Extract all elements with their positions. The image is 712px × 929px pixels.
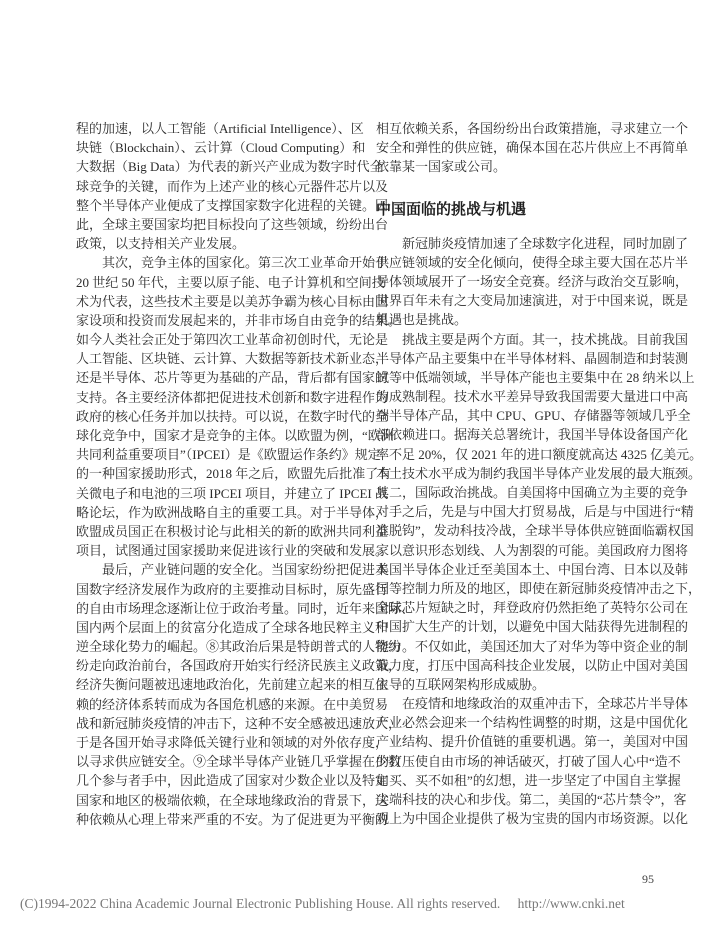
text-line: 观上为中国企业提供了极为宝贵的国内市场资源。以化 — [376, 811, 689, 827]
text-line: 逆全球化势力的崛起。⑧其政治后果是特朗普式的人物纷 — [76, 639, 402, 655]
paragraph — [76, 253, 402, 560]
text-line: 纷走向政治前台，各国政府开始实行经济民族主义政策， — [76, 658, 402, 674]
text-line: 部依赖进口。据海关总署统计，我国半导体设备国产化 — [376, 427, 689, 443]
text-line: 主导的互联网架构形成威胁。 — [376, 676, 546, 692]
right-column — [376, 119, 703, 828]
text-line: 球化竞争中，国家才是竞争的主体。以欧盟为例，“欧洲 — [76, 428, 394, 443]
text-line: 略论坛，作为欧洲战略自主的重要工具。对于半导体， — [76, 504, 389, 520]
text-line: 半导体产品主要集中在半导体材料、晶圆制造和封装测 — [376, 350, 689, 366]
text-line: 程的加速，以人工智能（Artificial Intelligence）、区 — [76, 121, 364, 136]
text-line: 关微电子和电池的三项 IPCEI 项目，并建立了 IPCEI 战 — [76, 485, 389, 501]
text-line: 以寻求供应链安全。⑨全球半导体产业链几乎掌握在少数 — [76, 754, 402, 770]
text-line: 能力。不仅如此，美国还加大了对华为等中资企业的制 — [376, 638, 689, 654]
text-line: 战和新冠肺炎疫情的冲击下，这种不安全感被迅速放大， — [76, 715, 402, 731]
text-line: 几个参与者手中，因此造成了国家对少数企业以及特定 — [76, 773, 389, 789]
paragraph — [376, 330, 703, 695]
paragraph — [376, 234, 689, 330]
section-heading: 中国面临的挑战与机遇 — [376, 199, 527, 218]
text-line: 国数字经济发展作为政府的主要推动目标时，原先盛行 — [76, 581, 389, 597]
paragraph — [76, 560, 415, 829]
text-line: 欧盟成员国正在积极讨论与此相关的新的欧洲共同利益 — [76, 523, 389, 539]
text-line: 家以意识形态划线、人为割裂的可能。美国政府力图将 — [376, 542, 689, 558]
text-line: 的一种国家援助形式，2018 年之后，欧盟先后批准了有 — [76, 466, 392, 482]
text-line: 产业必然会迎来一个结构性调整的时期，这是中国优化 — [376, 715, 689, 731]
text-line: 此，全球主要国家均把目标投向了这些领域，纷纷出台 — [76, 216, 389, 232]
text-line: 供应链领域的安全化倾向，使得全球主要大国在芯片半 — [376, 254, 689, 270]
text-line: 共同利益重要项目”（IPCEI）是《欧盟运作条约》规定 — [76, 447, 381, 463]
text-line: 如今人类社会正处于第四次工业革命初创时代，无论是 — [76, 332, 389, 348]
paragraph — [376, 119, 689, 177]
page-number: 95 — [642, 872, 654, 886]
text-line: 世界百年未有之大变局加速演进，对于中国来说，既是 — [376, 293, 689, 309]
text-line: 试等中低端领域，半导体产能也主要集中在 28 纳米以上 — [376, 369, 695, 385]
text-line: 球竞争的关键，而作为上述产业的核心元器件芯片以及 — [76, 178, 389, 194]
text-line: 新冠肺炎疫情加速了全球数字化进程，同时加剧了 — [402, 235, 689, 251]
text-line: 裁力度，打压中国高科技企业发展，以防止中国对美国 — [376, 657, 689, 673]
paragraph — [76, 119, 389, 253]
text-line: 政策，以支持相关产业发展。 — [76, 236, 246, 252]
text-line: 导体领域展开了一场安全竞赛。经济与政治交互影响， — [376, 273, 689, 289]
text-line: 率不足 20%，仅 2021 年的进口额度就高达 4325 亿美元。 — [376, 446, 703, 462]
text-line: 大数据（Big Data）为代表的新兴产业成为数字时代全 — [76, 159, 383, 175]
text-line: 相互依赖关系，各国纷纷出台政策措施，寻求建立一个 — [376, 121, 689, 136]
text-line: 对手之后，先是与中国大打贸易战，后是与中国进行“精 — [376, 504, 694, 520]
text-line: 尖端科技的决心和步伐。第二，美国的“芯片禁令”，客 — [376, 792, 687, 807]
text-line: 在疫情和地缘政治的双重冲击下，全球芯片半导体 — [402, 696, 689, 712]
text-line: 本土技术水平成为制约我国半导体产业发展的最大瓶颈。 — [376, 465, 702, 481]
text-line: 全球芯片短缺之时，拜登政府仍然拒绝了英特尔公司在 — [376, 600, 689, 616]
text-line: 于是各国开始寻求降低关键行业和领域的对外依存度， — [76, 735, 389, 750]
text-line: 整个半导体产业便成了支撑国家数字化进程的关键。因 — [76, 197, 389, 213]
text-line: 人工智能、区块链、云计算、大数据等新技术新业态， — [76, 351, 389, 367]
paragraph — [376, 694, 689, 828]
text-line: 种依赖从心理上带来严重的不安。为了促进更为平衡的 — [76, 811, 389, 827]
text-line: 赖的经济体系转而成为各国危机感的来源。在中美贸易 — [76, 696, 389, 712]
copyright-text: (C)1994-2022 China Academic Journal Electronic Publishing House. All rights reserved. — [20, 896, 501, 911]
copyright-footer — [20, 896, 625, 912]
text-line: 政府的核心任务并加以扶持。可以说，在数字时代的全 — [76, 408, 389, 424]
left-column — [76, 119, 415, 829]
text-line: 国家和地区的极端依赖，在全球地缘政治的背景下，这 — [76, 792, 389, 808]
text-line: 产业结构、提升价值链的重要机遇。第一，美国对中国 — [376, 734, 689, 750]
text-line: 20 世纪 50 年代，主要以原子能、电子计算机和空间技 — [76, 274, 385, 290]
text-line: 还是半导体、芯片等更为基础的产品，背后都有国家的 — [76, 370, 389, 386]
text-line: 经济失衡问题被迅速地政治化，先前建立起来的相互依 — [76, 677, 389, 693]
text-line: 项目，试图通过国家援助来促进该行业的突破和发展。 — [76, 543, 389, 559]
text-line: 依靠某一国家或公司。 — [376, 159, 507, 175]
text-line: 国内两个层面上的贫富分化造成了全球各地民粹主义和 — [76, 619, 389, 635]
text-line: 最后，产业链问题的安全化。当国家纷纷把促进本 — [102, 562, 389, 578]
text-line: 的自由市场理念逐渐让位于政治考量。同时，近年来国际、 — [76, 600, 415, 616]
text-line: 中国扩大生产的计划，以避免中国大陆获得先进制程的 — [376, 619, 689, 635]
text-line: 块链（Blockchain）、云计算（Cloud Computing）和 — [76, 140, 366, 156]
text-line: 术为代表，这些技术主要是以美苏争霸为核心目标由国 — [76, 293, 389, 309]
text-line: 端半导体产品，其中 CPU、GPU、存储器等领域几乎全 — [376, 408, 691, 424]
text-line: 安全和弹性的供应链，确保本国在芯片供应上不再简单 — [376, 140, 689, 156]
text-line: 支持。各主要经济体都把促进技术创新和数字进程作为 — [76, 389, 389, 405]
text-line: 的成熟制程。技术水平差异导致我国需要大量进口中高 — [376, 389, 689, 405]
text-line: 准脱钩”，发动科技冷战，全球半导体供应链面临霸权国 — [376, 523, 694, 539]
text-line: 如买、买不如租”的幻想，进一步坚定了中国自主掌握 — [376, 772, 681, 788]
text-line: 美国半导体企业迁至美国本土、中国台湾、日本以及韩 — [376, 561, 689, 577]
cnki-link[interactable]: http://www.cnki.net — [517, 896, 625, 911]
text-line: 国等控制力所及的地区，即使在新冠肺炎疫情冲击之下， — [376, 580, 702, 596]
text-line: 其次，竞争主体的国家化。第三次工业革命开始于 — [102, 255, 389, 271]
text-line: 其二，国际政治挑战。自美国将中国确立为主要的竞争 — [376, 485, 689, 500]
text-line: 挑战主要是两个方面。其一，技术挑战。目前我国 — [402, 331, 689, 347]
text-line: 家设项和投资而发展起来的，并非市场自由竞争的结果。 — [76, 312, 402, 328]
text-line: 机遇也是挑战。 — [376, 312, 468, 328]
text-line: 的打压使自由市场的神话破灭，打破了国人心中“造不 — [376, 753, 681, 769]
